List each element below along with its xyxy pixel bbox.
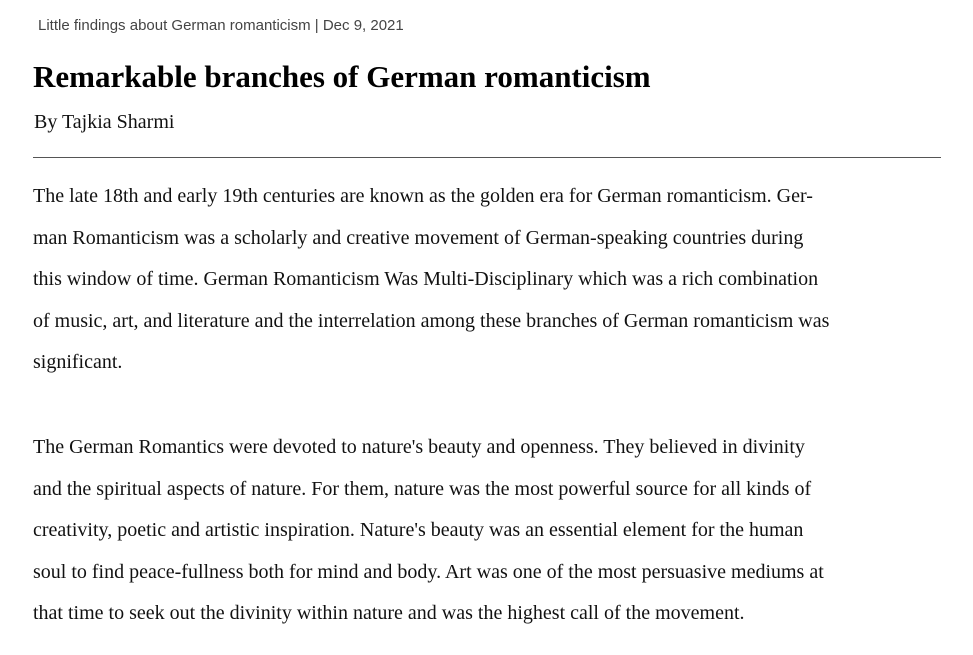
paragraph-line: and the spiritual aspects of nature. For them, nature was the most powerful source for all kinds of	[33, 477, 812, 500]
paragraph-line: of music, art, and literature and the interrelation among these branches of German romanticism was	[33, 309, 830, 332]
article-title: Remarkable branches of German romanticism	[33, 59, 651, 94]
paragraph-2	[33, 427, 941, 635]
article-byline: By Tajkia Sharmi	[34, 111, 175, 133]
paragraph-line: creativity, poetic and artistic inspiration. Nature's beauty was an essential element for the human	[33, 519, 804, 542]
paragraph-line: soul to find peace-fullness both for mind and body. Art was one of the most persuasive mediums at	[33, 560, 824, 583]
paragraph-line: that time to seek out the divinity within nature and was the highest call of the movement.	[33, 602, 745, 625]
paragraph-line: The late 18th and early 19th centuries are known as the golden era for German romanticism. Ger-	[33, 185, 813, 207]
paragraph-line: this window of time. German Romanticism Was Multi-Disciplinary which was a rich combination	[33, 268, 819, 291]
paragraph-line: The German Romantics were devoted to nature's beauty and openness. They believed in divinity	[33, 436, 805, 458]
article-meta: Little findings about German romanticism | Dec 9, 2021	[38, 17, 404, 34]
paragraph-line: man Romanticism was a scholarly and creative movement of German-speaking countries during	[33, 226, 804, 249]
paragraph-line: significant.	[33, 351, 123, 374]
header-divider	[33, 157, 941, 158]
paragraph-1	[33, 176, 941, 384]
